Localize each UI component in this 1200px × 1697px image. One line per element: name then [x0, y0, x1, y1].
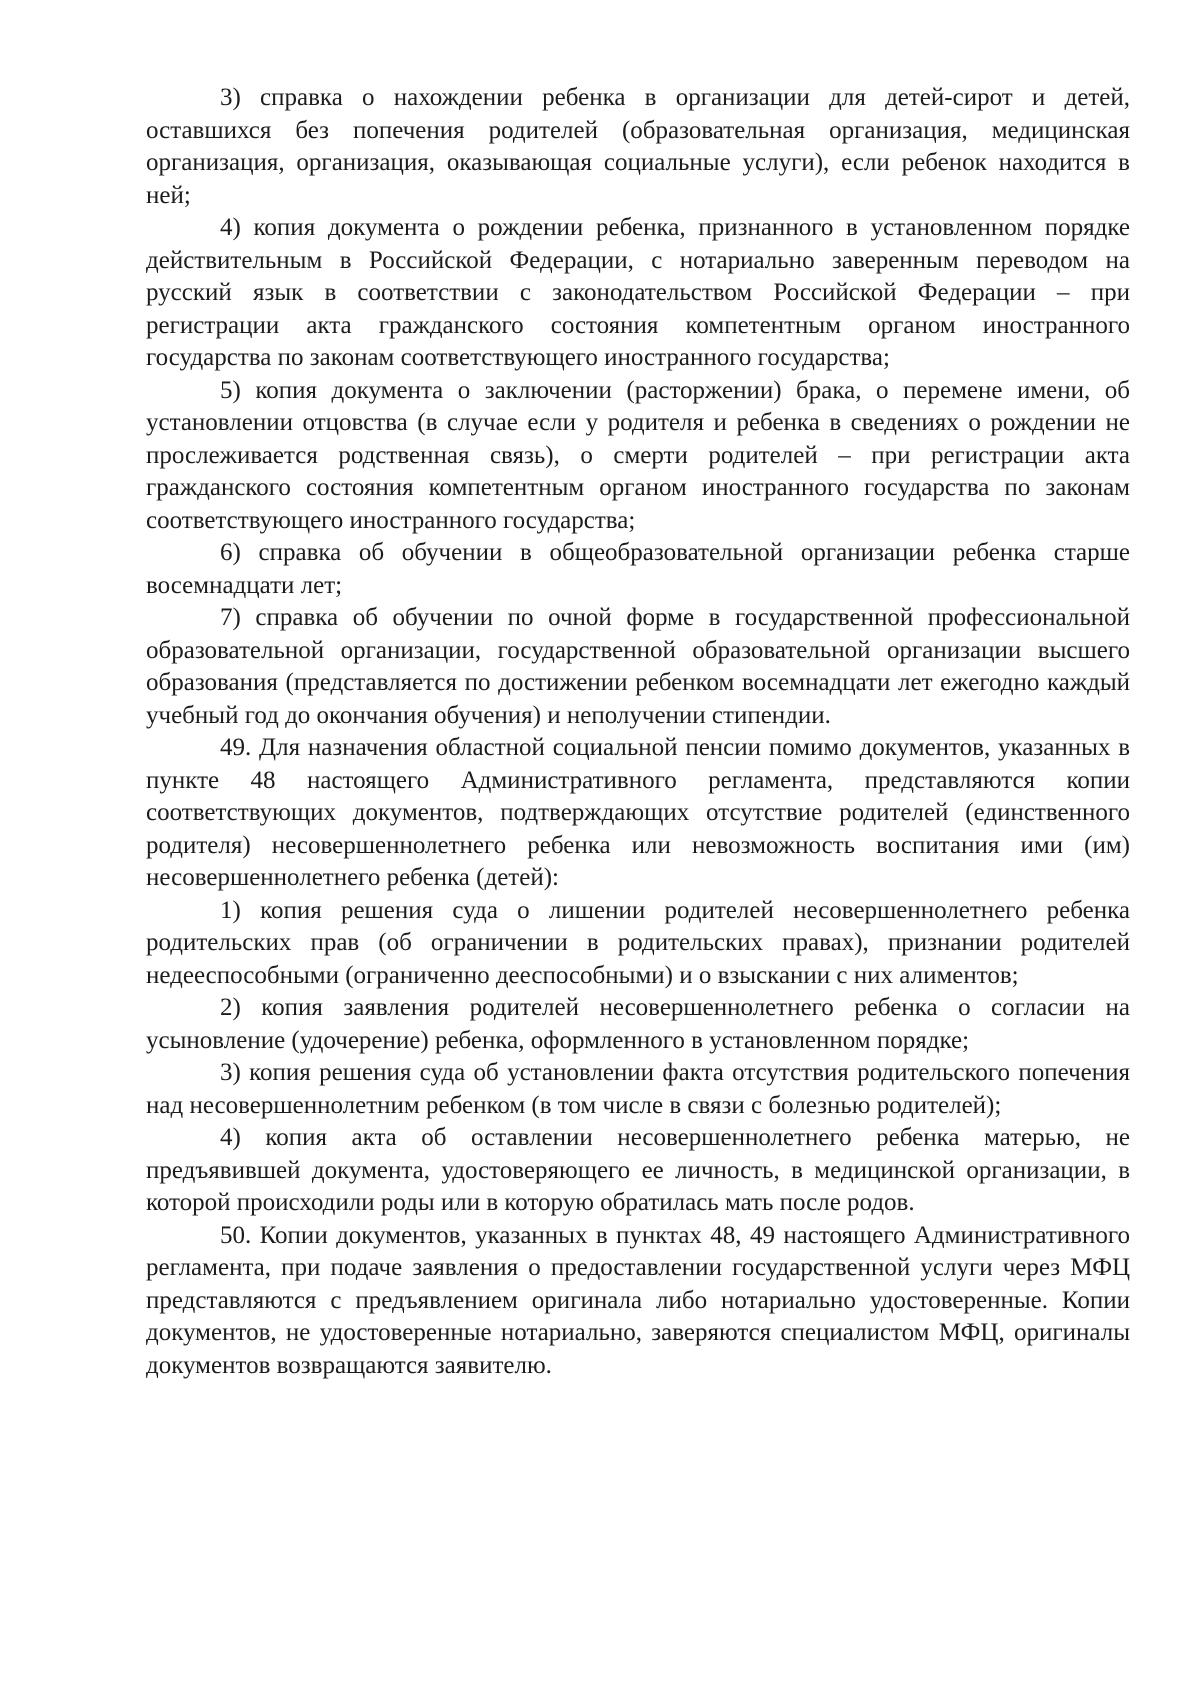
- paragraph-clause-49-item-4: 4) копия акта об оставлении несовершеннолетнего ребенка матерью, не предъявившей документа, удостоверяющего ее личность, в медицинской организации, в которой происходили роды или в которую обратилась мать после родов.: [146, 1124, 1130, 1216]
- paragraph-clause-50: 50. Копии документов, указанных в пунктах 48, 49 настоящего Административного регламента, при подаче заявления о предоставлении государственной услуги через МФЦ представляются с предъявлением оригинала либо нотариально удостоверенные. Копии документов, не удостоверенные нотариально, заверяются специалистом МФЦ, оригиналы документов возвращаются заявителю.: [146, 1221, 1130, 1379]
- paragraph-item-7: 7) справка об обучении по очной форме в государственной профессиональной образовательной организации, государственной образовательной организации высшего образования (представляется по достижении ребенком восемнадцати лет ежегодно каждый учебный год до окончания обучения) и неполучении стипендии.: [146, 604, 1130, 729]
- paragraph-item-3: 3) справка о нахождении ребенка в организации для детей-сирот и детей, оставшихся без попечения родителей (образовательная организация, медицинская организация, организация, оказывающая социальные услуги), если ребенок находится в ней;: [146, 84, 1130, 209]
- paragraph-clause-49-item-2: 2) копия заявления родителей несовершеннолетнего ребенка о согласии на усыновление (удочерение) ребенка, оформленного в установленном порядке;: [146, 994, 1130, 1054]
- paragraph-clause-49-item-1: 1) копия решения суда о лишении родителей несовершеннолетнего ребенка родительских прав (об ограничении в родительских правах), признании родителей недееспособными (ограниченно дееспособными) и о взыскании с них алиментов;: [146, 896, 1130, 989]
- paragraph-clause-49-item-3: 3) копия решения суда об установлении факта отсутствия родительского попечения над несовершеннолетним ребенком (в том числе в связи с болезнью родителей);: [146, 1059, 1130, 1119]
- paragraph-clause-49: 49. Для назначения областной социальной пенсии помимо документов, указанных в пункте 48 настоящего Административного регламента, представляются копии соответствующих документов, подтверждающих отсутствие родителей (единственного родителя) несовершеннолетнего ребенка или невозможность воспитания ими (им) несовершеннолетнего ребенка (детей):: [146, 734, 1130, 891]
- document-body: [146, 82, 1130, 1382]
- paragraph-item-4: 4) копия документа о рождении ребенка, признанного в установленном порядке действительным в Российской Федерации, с нотариально заверенным переводом на русский язык в соответствии с законодательством Российской Федерации – при регистрации акта гражданского состояния компетентным органом иностранного государства по законам соответствующего иностранного государства;: [146, 214, 1130, 371]
- paragraph-item-5: 5) копия документа о заключении (расторжении) брака, о перемене имени, об установлении отцовства (в случае если у родителя и ребенка в сведениях о рождении не прослеживается родственная связь), о смерти родителей – при регистрации акта гражданского состояния компетентным органом иностранного государства по законам соответствующего иностранного государства;: [146, 376, 1130, 534]
- paragraph-item-6: 6) справка об обучении в общеобразовательной организации ребенка старше восемнадцати лет;: [146, 539, 1130, 599]
